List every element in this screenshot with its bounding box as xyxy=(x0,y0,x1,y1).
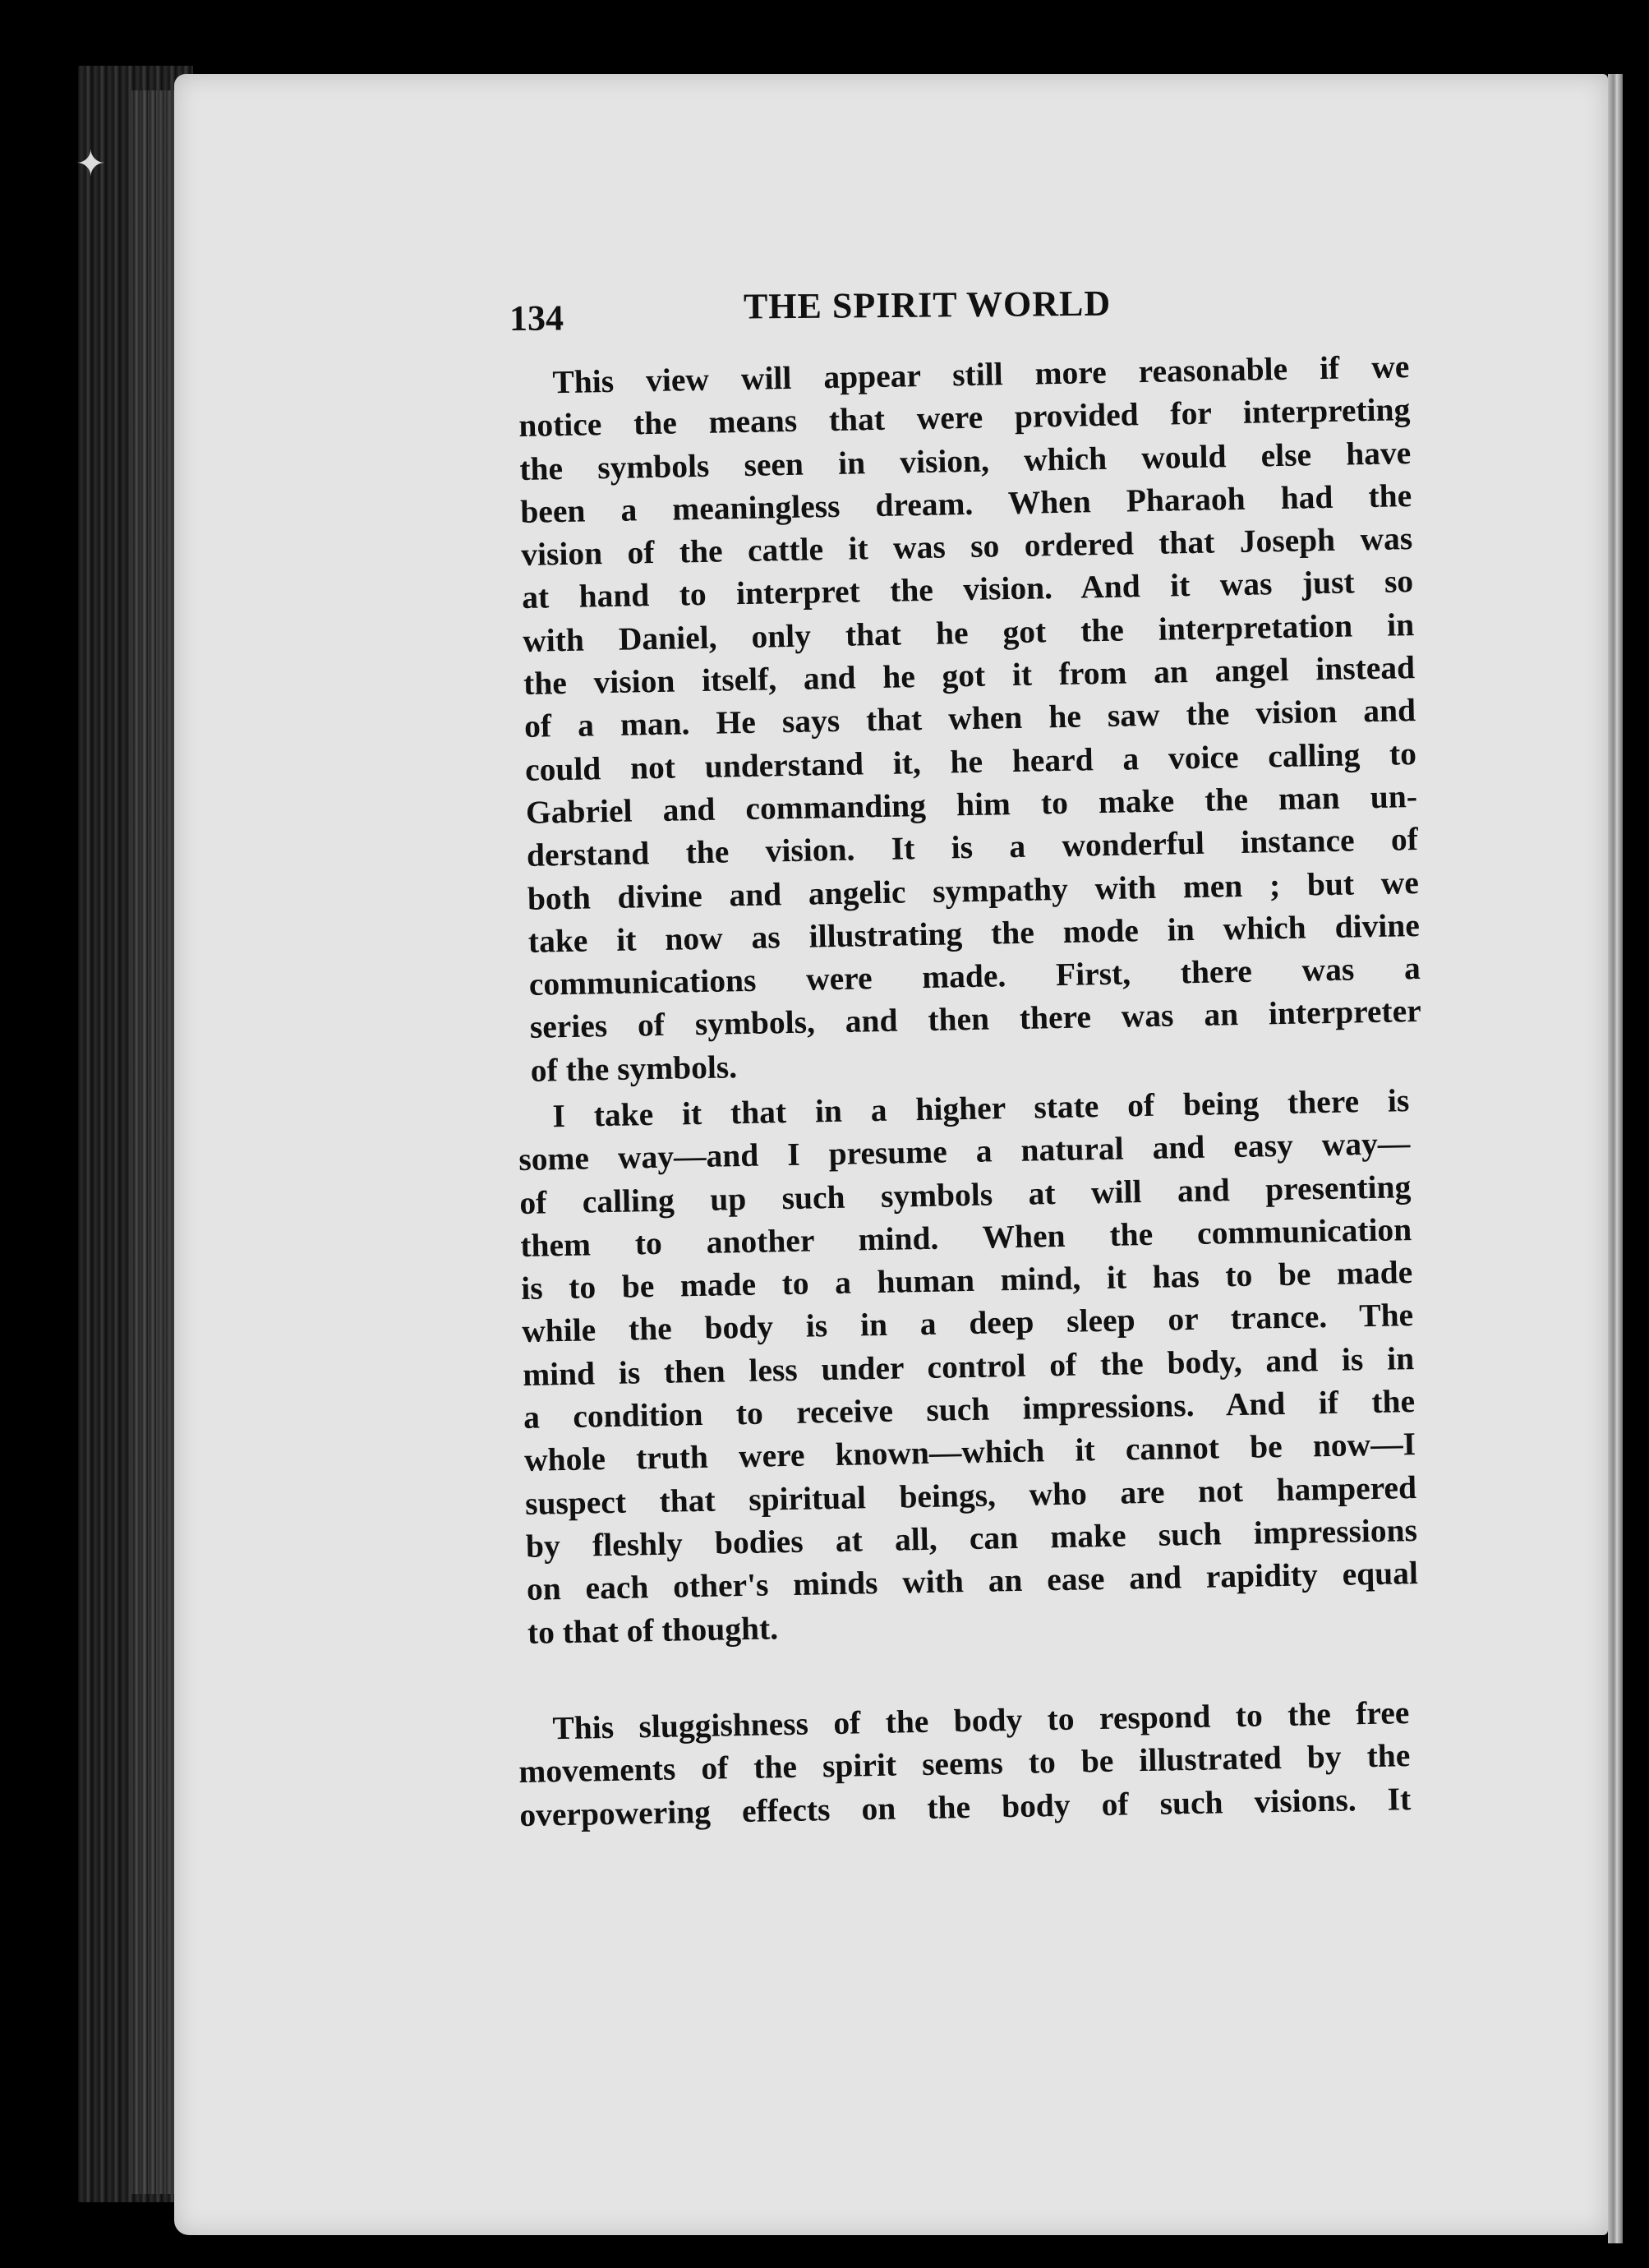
text-line: This view will appear still more reasonable if we xyxy=(552,348,1410,401)
text-line: vision of the cattle it was so ordered that Joseph was xyxy=(520,520,1413,574)
text-line: at hand to interpret the vision. And it was just so xyxy=(521,563,1414,616)
scan-mark-icon: ✦ xyxy=(76,144,106,184)
text-line: overpowering effects on the body of such visions. It xyxy=(518,1780,1412,1833)
paragraph-1 xyxy=(518,345,1422,1092)
text-line: take it now as illustrating the mode in which divine xyxy=(527,906,1421,960)
text-line: of a man. He says that when he saw the vision and xyxy=(523,692,1416,745)
text-line: I take it that in a higher state of being there is xyxy=(552,1082,1410,1135)
text-line: been a meaningless dream. When Pharaoh had the xyxy=(519,477,1412,530)
text-line: the vision itself, and he got it from an angel instead xyxy=(523,649,1416,703)
text-line: This sluggishness of the body to respond to the free xyxy=(552,1694,1410,1747)
text-line: of the symbols. xyxy=(530,1049,738,1089)
text-line: while the body is in a deep sleep or trance. The xyxy=(521,1297,1414,1350)
running-title: THE SPIRIT WORLD xyxy=(743,283,1112,327)
paragraph-3 xyxy=(518,1691,1412,1837)
text-line: with Daniel, only that he got the interpretation in xyxy=(522,606,1415,659)
text-line: both divine and angelic sympathy with men ; but we xyxy=(527,864,1420,917)
text-line: could not understand it, he heard a voice calling to xyxy=(524,735,1417,788)
text-line: movements of the spirit seems to be illustrated by the xyxy=(518,1737,1411,1791)
text-line: whole truth were known—which it cannot be now—I xyxy=(523,1426,1416,1479)
paragraph-2 xyxy=(518,1079,1419,1654)
text-line: Gabriel and commanding him to make the man un- xyxy=(525,777,1418,831)
text-line: some way—and I presume a natural and easy way— xyxy=(518,1125,1411,1178)
text-line: a condition to receive such impressions. And if the xyxy=(523,1383,1416,1436)
text-line: notice the means that were provided for interpreting xyxy=(518,391,1411,445)
page-right-edge xyxy=(1608,74,1623,2243)
text-line: on each other's minds with an ease and rapidity equal xyxy=(526,1555,1419,1608)
text-line: by fleshly bodies at all, can make such impressions xyxy=(525,1511,1418,1565)
text-line: suspect that spiritual beings, who are not hampered xyxy=(524,1468,1417,1522)
text-line: the symbols seen in vision, which would else have xyxy=(518,434,1412,487)
page-number: 134 xyxy=(509,297,564,339)
running-head xyxy=(509,279,1151,342)
text-line: of calling up such symbols at will and presenting xyxy=(518,1168,1412,1221)
page-stack-edge xyxy=(131,90,181,2194)
text-line: mind is then less under control of the body, and is in xyxy=(522,1339,1415,1393)
text-line: series of symbols, and then there was an interpreter xyxy=(529,993,1422,1046)
text-line: communications were made. First, there was a xyxy=(528,950,1421,1003)
text-line: them to another mind. When the communication xyxy=(519,1210,1412,1264)
text-line: to that of thought. xyxy=(527,1609,779,1651)
text-line: is to be made to a human mind, it has to be made xyxy=(520,1254,1413,1307)
text-line: derstand the vision. It is a wonderful instance of xyxy=(526,821,1419,874)
